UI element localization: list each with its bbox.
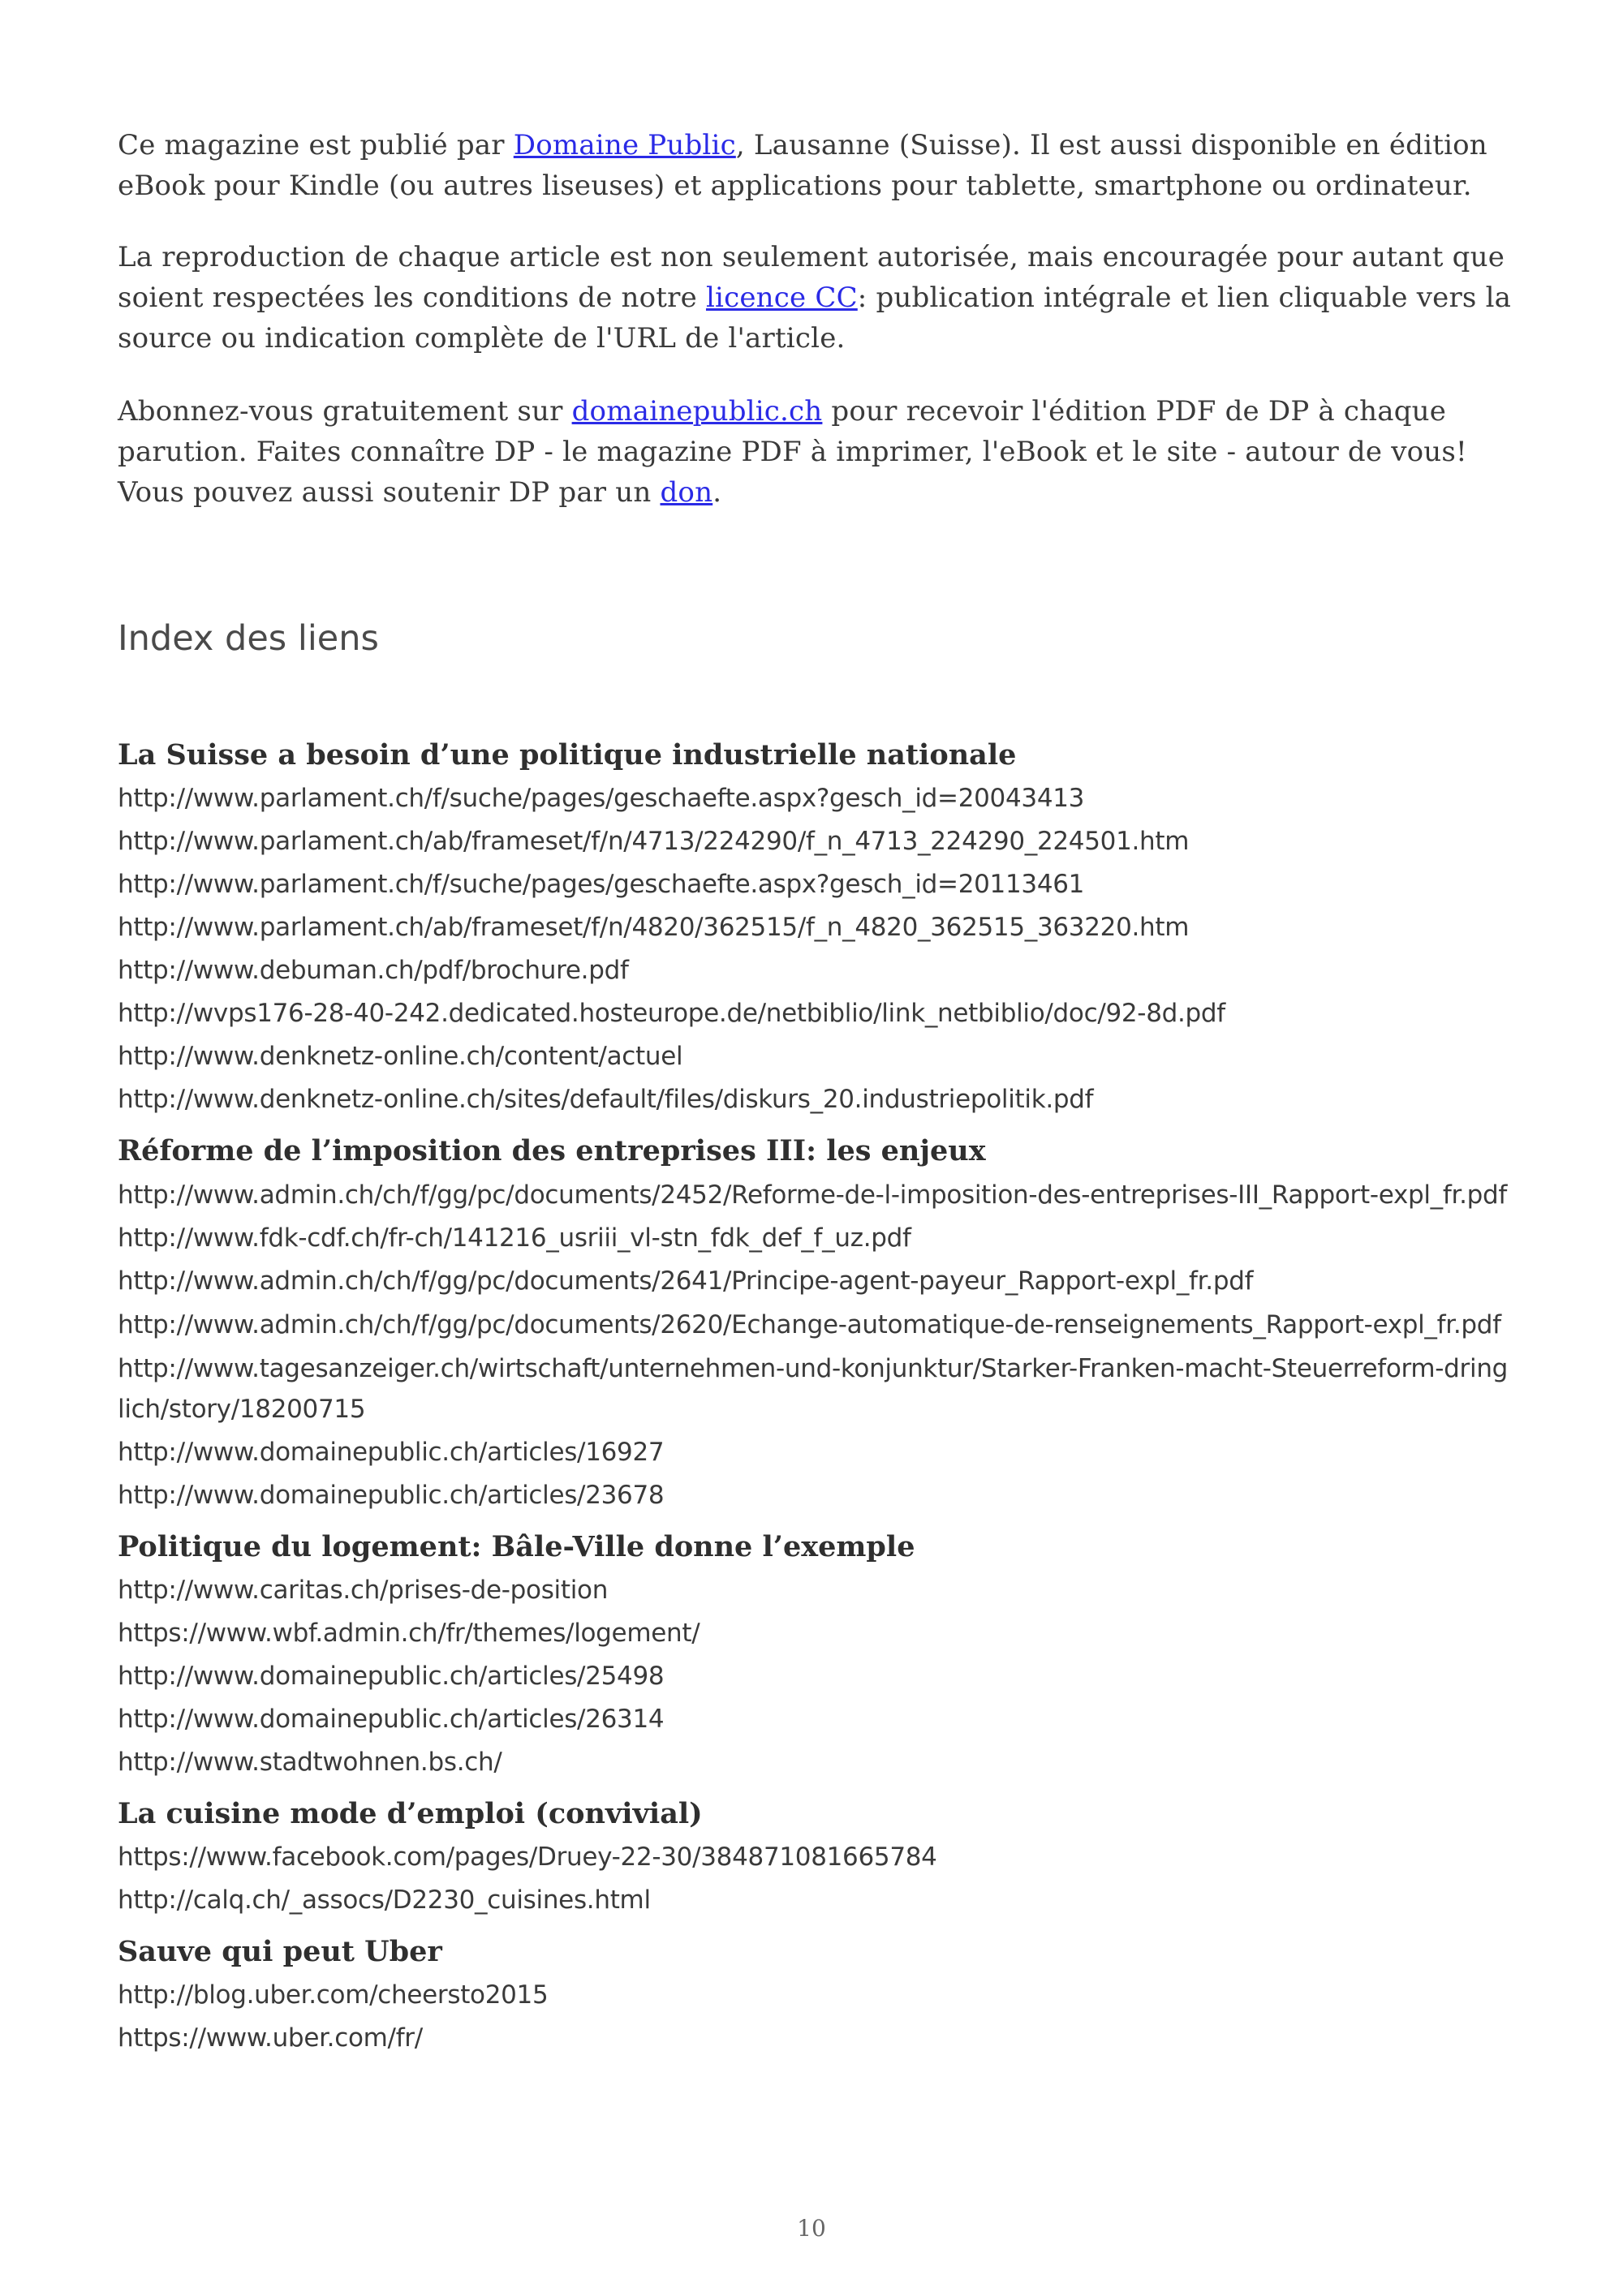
section-title: La cuisine mode d’emploi (convivial)	[118, 1797, 703, 1830]
link-url[interactable]: http://www.parlament.ch/f/suche/pages/geschaefte.aspx?gesch_id=20043413	[118, 784, 1085, 813]
link-url[interactable]: http://www.parlament.ch/ab/frameset/f/n/4713/224290/f_n_4713_224290_224501.htm	[118, 827, 1190, 856]
page-number: 10	[797, 2215, 826, 2242]
section-title: Politique du logement: Bâle-Ville donne l’exemple	[118, 1530, 915, 1563]
link-section	[118, 1131, 1513, 1516]
section-title: La Suisse a besoin d’une politique industrielle nationale	[118, 738, 1017, 772]
link-url[interactable]: http://calq.ch/_assocs/D2230_cuisines.html	[118, 1885, 651, 1915]
link-url[interactable]: https://www.facebook.com/pages/Druey-22-30/384871081665784	[118, 1842, 937, 1872]
link-url[interactable]: http://www.stadtwohnen.bs.ch/	[118, 1748, 502, 1777]
link-url[interactable]: http://www.admin.ch/ch/f/gg/pc/documents/2620/Echange-automatique-de-renseignements_Rapport-expl_fr.pdf	[118, 1310, 1501, 1339]
intro-text: pour recevoir l'édition PDF de DP à chaque parution. Faites connaître DP - le magazine PDF à imprimer, l'eBook et le site - autour de vous! Vous pouvez aussi soutenir DP par un	[118, 395, 1467, 509]
link-url[interactable]: http://www.fdk-cdf.ch/fr-ch/141216_usriii_vl-stn_fdk_def_f_uz.pdf	[118, 1223, 911, 1253]
link-url[interactable]: http://www.admin.ch/ch/f/gg/pc/documents/2641/Principe-agent-payeur_Rapport-expl_fr.pdf	[118, 1266, 1254, 1296]
intro-text: Ce magazine est publié par	[118, 129, 514, 161]
link-url[interactable]: http://www.caritas.ch/prises-de-position	[118, 1576, 609, 1605]
licence-cc-link[interactable]: licence CC	[705, 282, 858, 314]
domainepublic-link[interactable]: domainepublic.ch	[571, 395, 823, 428]
intro-text: La reproduction de chaque article est non seulement autorisée, mais encouragée pour autant que soient respectées les conditions de notre	[118, 241, 1505, 314]
intro-text: .	[712, 476, 722, 509]
intro-text: Abonnez-vous gratuitement sur	[118, 395, 572, 428]
link-url[interactable]: http://www.tagesanzeiger.ch/wirtschaft/unternehmen-und-konjunktur/Starker-Franken-macht-Steuerreform-dringlich/story/18200715	[118, 1354, 1509, 1424]
link-url[interactable]: http://www.domainepublic.ch/articles/25498	[118, 1662, 665, 1691]
link-url[interactable]: http://www.domainepublic.ch/articles/26314	[118, 1705, 665, 1734]
link-section	[118, 1932, 1513, 2058]
link-index	[118, 735, 1513, 2070]
intro-text: , Lausanne (Suisse). Il est aussi disponible en édition eBook pour Kindle (ou autres liseuses) et applications pour tablette, smartphone ou ordinateur.	[118, 129, 1487, 202]
link-url[interactable]: https://www.wbf.admin.ch/fr/themes/logement/	[118, 1619, 700, 1648]
link-section	[118, 735, 1513, 1120]
intro-text: : publication intégrale et lien cliquable vers la source ou indication complète de l'URL de l'article.	[118, 282, 1512, 355]
link-url[interactable]: http://blog.uber.com/cheersto2015	[118, 1980, 549, 2010]
index-title: Index des liens	[118, 618, 379, 659]
link-url[interactable]: https://www.uber.com/fr/	[118, 2023, 423, 2053]
domaine-public-link[interactable]: Domaine Public	[513, 129, 736, 161]
link-url[interactable]: http://www.debuman.ch/pdf/brochure.pdf	[118, 956, 629, 985]
link-url[interactable]: http://www.denknetz-online.ch/sites/default/files/diskurs_20.industriepolitik.pdf	[118, 1085, 1094, 1114]
link-url[interactable]: http://wvps176-28-40-242.dedicated.hosteurope.de/netbiblio/link_netbiblio/doc/92-8d.pdf	[118, 999, 1225, 1028]
link-url[interactable]: http://www.parlament.ch/ab/frameset/f/n/4820/362515/f_n_4820_362515_363220.htm	[118, 913, 1190, 942]
section-title: Réforme de l’imposition des entreprises III: les enjeux	[118, 1134, 986, 1167]
link-section	[118, 1794, 1513, 1920]
link-url[interactable]: http://www.domainepublic.ch/articles/23678	[118, 1481, 665, 1510]
section-title: Sauve qui peut Uber	[118, 1935, 442, 1968]
link-url[interactable]: http://www.denknetz-online.ch/content/actuel	[118, 1042, 683, 1071]
don-link[interactable]: don	[660, 476, 713, 509]
intro-paragraph-subscribe	[118, 391, 1513, 513]
link-url[interactable]: http://www.domainepublic.ch/articles/16927	[118, 1438, 665, 1467]
intro-paragraph-publisher	[118, 125, 1513, 206]
link-section	[118, 1527, 1513, 1782]
link-url[interactable]: http://www.admin.ch/ch/f/gg/pc/documents/2452/Reforme-de-l-imposition-des-entreprises-III_Rapport-expl_fr.pdf	[118, 1180, 1508, 1210]
intro-paragraph-license	[118, 237, 1513, 359]
link-url[interactable]: http://www.parlament.ch/f/suche/pages/geschaefte.aspx?gesch_id=20113461	[118, 870, 1085, 899]
